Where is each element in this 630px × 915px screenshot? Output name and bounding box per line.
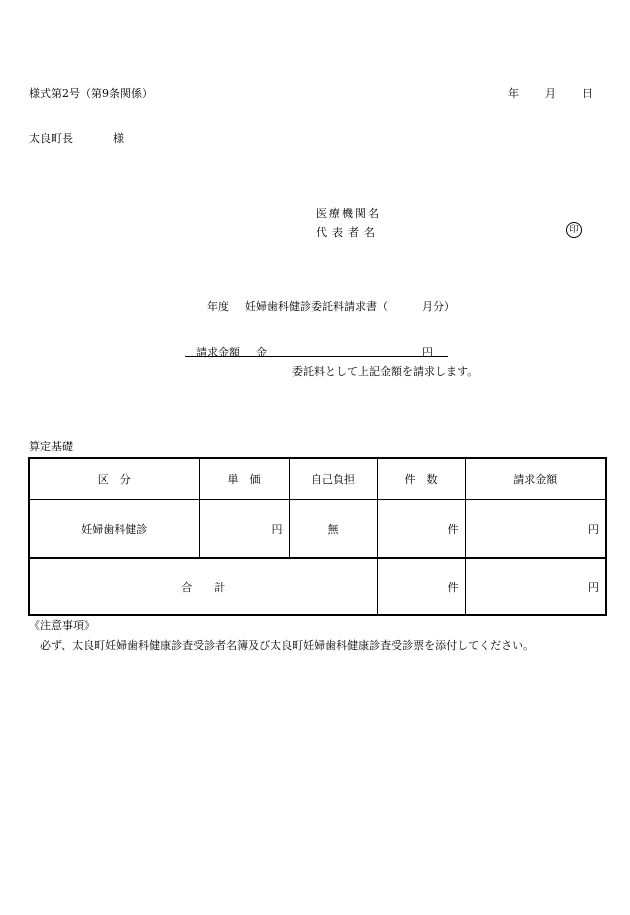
amount-yen-label: 円 [422,346,433,359]
total-amount: 円 [465,558,606,615]
row-amount: 円 [465,500,606,559]
amount-kin-label: 金 [256,346,267,359]
representative-name-label: 代表者名 [316,226,380,239]
table-header-row [29,458,606,500]
column-header-count: 件 数 [377,458,465,500]
document-title: 妊婦歯科健診委託料請求書（ [245,300,388,313]
table-row [29,500,606,559]
date-month-label: 月 [545,87,556,100]
seal-mark: 印 [566,222,582,238]
amount-label: 請求金額 [196,346,240,359]
table-total-row [29,558,606,615]
column-header-unit-price: 単 価 [199,458,289,500]
row-count: 件 [377,500,465,559]
column-header-category: 区 分 [29,458,199,500]
title-year-label: 年度 [207,300,229,313]
calculation-table [28,457,607,616]
addressee-honorific: 様 [113,132,124,145]
date-year-label: 年 [508,87,519,100]
notes-body: 必ず、太良町妊婦歯科健康診査受診者名簿及び太良町妊婦歯科健康診査受診票を添付してください。 [40,639,535,652]
form-number: 様式第2号（第9条関係） [29,87,153,100]
column-header-amount: 請求金額 [465,458,606,500]
row-self-pay: 無 [289,500,377,559]
total-count: 件 [377,558,465,615]
calculation-basis-heading: 算定基礎 [29,440,73,453]
title-month-label: 月分） [422,300,455,313]
notes-heading: 《注意事項》 [29,619,95,632]
column-header-self-pay: 自己負担 [289,458,377,500]
row-category: 妊婦歯科健診 [29,500,199,559]
request-statement: 委託料として上記金額を請求します。 [292,365,479,378]
total-label: 合 計 [29,558,377,615]
institution-name-label: 医療機関名 [316,207,381,220]
addressee-name: 太良町長 [29,132,73,145]
row-unit-price: 円 [199,500,289,559]
date-day-label: 日 [582,87,593,100]
